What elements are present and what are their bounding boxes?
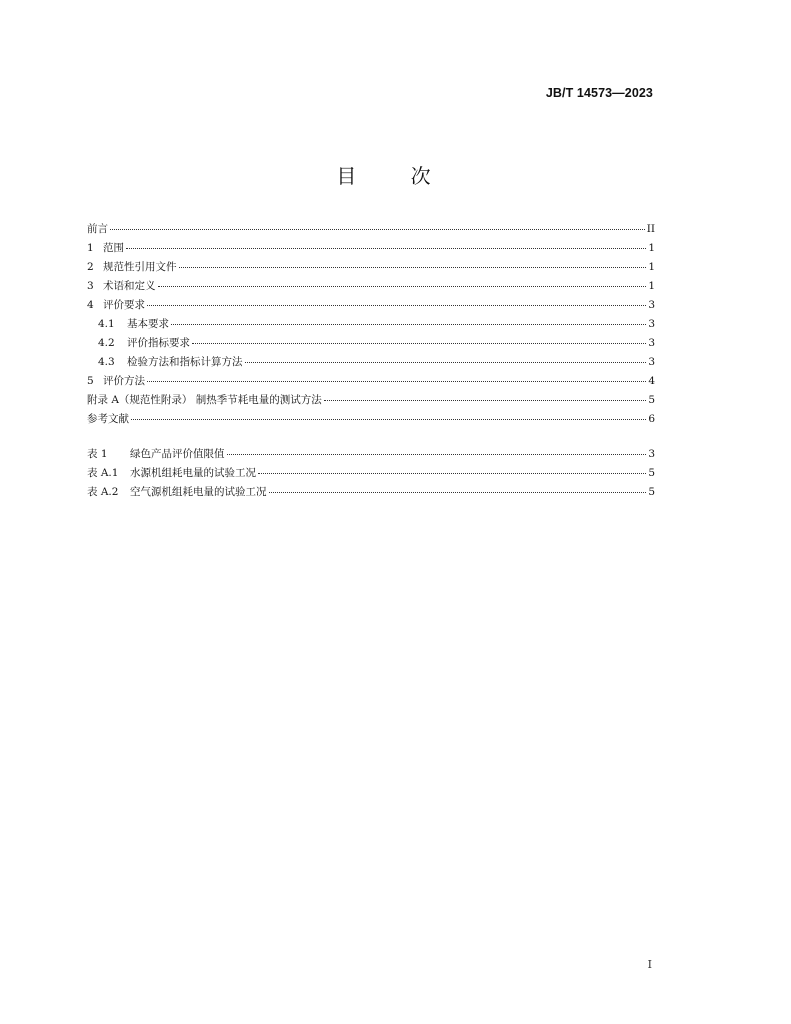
- toc-page: 6: [648, 413, 655, 425]
- dot-leader: [269, 491, 647, 493]
- toc-label: 规范性引用文件: [103, 261, 177, 273]
- table-entry-a2[interactable]: [87, 483, 655, 502]
- toc-number: 4.2: [98, 337, 115, 349]
- toc-label: 附录 A（规范性附录） 制热季节耗电量的测试方法: [87, 394, 322, 406]
- toc-entry-normative-references[interactable]: [87, 258, 655, 277]
- toc-entry-scope[interactable]: [87, 239, 655, 258]
- dot-leader: [258, 472, 646, 474]
- toc-page: 3: [648, 356, 655, 368]
- toc-page: II: [646, 223, 655, 235]
- toc-page: 3: [648, 318, 655, 330]
- table-number: 表 A.2: [87, 486, 119, 498]
- toc-label: 前言: [87, 223, 108, 235]
- toc-entry-evaluation-method[interactable]: [87, 372, 655, 391]
- toc-entry-evaluation-requirements[interactable]: [87, 296, 655, 315]
- dot-leader: [131, 418, 646, 420]
- toc-page: 5: [648, 394, 655, 406]
- toc-entry-preface[interactable]: [87, 220, 655, 239]
- toc-number: 4: [87, 299, 94, 311]
- toc-page: 1: [648, 242, 655, 254]
- toc-entry-test-methods[interactable]: [87, 353, 655, 372]
- toc-number: 5: [87, 375, 94, 387]
- toc-page: 4: [648, 375, 655, 387]
- dot-leader: [179, 266, 647, 268]
- dot-leader: [110, 228, 645, 230]
- table-entry-1[interactable]: [87, 445, 655, 464]
- dot-leader: [171, 323, 646, 325]
- page-number: I: [647, 958, 652, 971]
- toc-number: 2: [87, 261, 94, 273]
- toc-number: 3: [87, 280, 94, 292]
- toc-page: 3: [648, 337, 655, 349]
- table-label: 空气源机组耗电量的试验工况: [130, 486, 267, 498]
- dot-leader: [245, 361, 647, 363]
- dot-leader: [158, 285, 647, 287]
- table-label: 水源机组耗电量的试验工况: [130, 467, 256, 479]
- table-page: 3: [648, 448, 655, 460]
- toc-number: 1: [87, 242, 94, 254]
- toc-label: 评价指标要求: [127, 337, 190, 349]
- toc-label: 评价方法: [103, 375, 145, 387]
- toc-label: 范围: [103, 242, 124, 254]
- toc-entry-indicator-requirements[interactable]: [87, 334, 655, 353]
- toc-number: 4.3: [98, 356, 115, 368]
- toc-number: 4.1: [98, 318, 115, 330]
- toc-label: 术语和定义: [103, 280, 156, 292]
- toc-list: [87, 220, 655, 429]
- toc-entry-bibliography[interactable]: [87, 410, 655, 429]
- table-number: 表 1: [87, 448, 108, 460]
- standard-code: JB/T 14573—2023: [545, 86, 653, 100]
- table-label: 绿色产品评价值限值: [130, 448, 225, 460]
- dot-leader: [227, 453, 647, 455]
- dot-leader: [147, 304, 646, 306]
- table-entry-a1[interactable]: [87, 464, 655, 483]
- table-number: 表 A.1: [87, 467, 119, 479]
- toc-entry-basic-requirements[interactable]: [87, 315, 655, 334]
- table-page: 5: [648, 467, 655, 479]
- toc-label: 检验方法和指标计算方法: [127, 356, 243, 368]
- dot-leader: [192, 342, 646, 344]
- toc-label: 基本要求: [127, 318, 169, 330]
- toc-page: 3: [648, 299, 655, 311]
- toc-entry-terms[interactable]: [87, 277, 655, 296]
- table-list: [87, 445, 655, 502]
- toc-label: 参考文献: [87, 413, 129, 425]
- toc-page: 1: [648, 280, 655, 292]
- dot-leader: [147, 380, 646, 382]
- table-page: 5: [648, 486, 655, 498]
- toc-page: 1: [648, 261, 655, 273]
- toc-entry-appendix-a[interactable]: [87, 391, 655, 410]
- page-title: 目 次: [336, 164, 455, 188]
- dot-leader: [324, 399, 647, 401]
- dot-leader: [126, 247, 646, 249]
- toc-label: 评价要求: [103, 299, 145, 311]
